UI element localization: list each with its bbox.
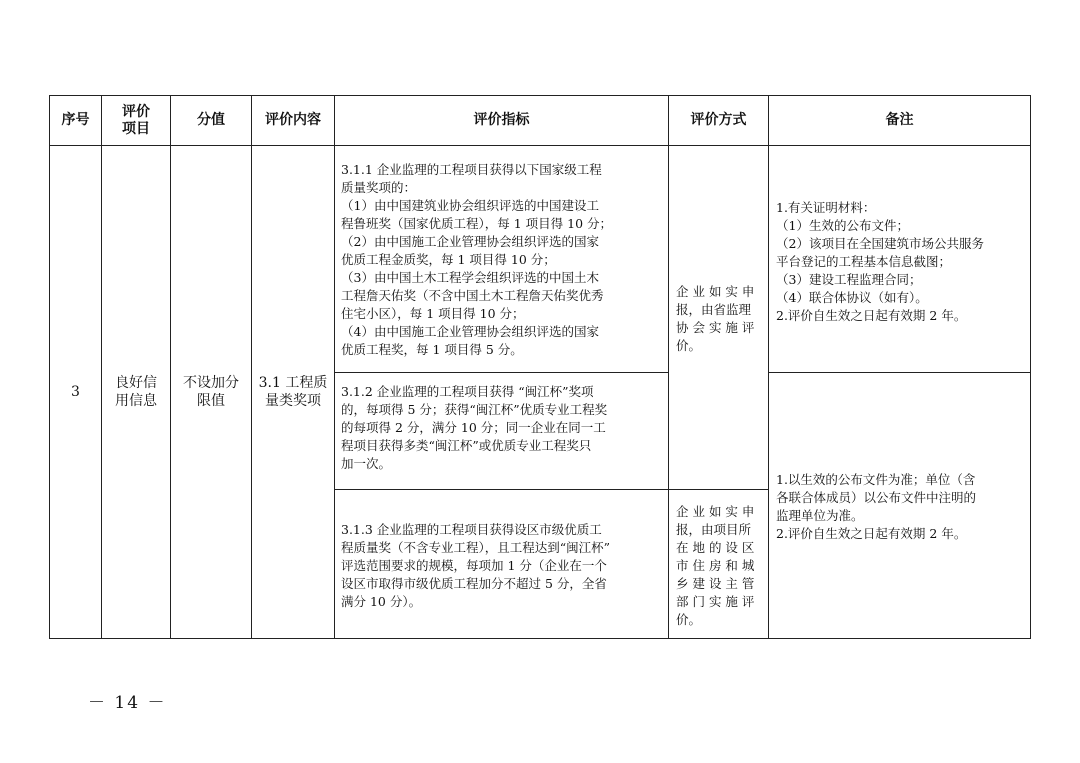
remark-national: 1.有关证明材料： （1）生效的公布文件； （2）该项目在全国建筑市场公共服务 平台登记的工程基本信息截图； （3）建设工程监理合同； （4）联合体协议（如有）。 2.评价自生效之日起有效期 2 年。 (776, 200, 984, 323)
indicator-3-1-2: 3.1.2 企业监理的工程项目获得 “闽江杯”奖项 的，每项得 5 分；获得“闽江杯”优质专业工程奖 的每项得 2 分，满分 10 分；同一企业在同一工 程项目获得多类“闽江杯”或优质专业工程奖只 加一次。 (341, 384, 608, 471)
header-item: 评价 项目 (122, 103, 150, 137)
header-indicator: 评价指标 (473, 112, 530, 128)
header-method: 评价方式 (690, 112, 747, 128)
header-remark: 备注 (885, 112, 914, 128)
row-item: 良好信 用信息 (115, 375, 157, 409)
indicator-3-1-1: 3.1.1 企业监理的工程项目获得以下国家级工程 质量奖项的： （1）由中国建筑业协会组织评选的中国建设工 程鲁班奖（国家优质工程），每 1 项目得 10 分； （2）由中国施工企业管理协会组织评选的国家 优质工程金质奖，每 1 项目得 10 分； （3）由中国土木工程学会组织评选的中国土木 工程詹天佑奖（不含中国土木工程詹天佑奖优秀 住宅小区），每 1 项目得 10 分； （4）由中国施工企业管理协会组织评选的国家 优质工程奖，每 1 项目得 5 分。 (341, 162, 613, 357)
header-index: 序号 (61, 112, 90, 128)
indicator-3-1-3: 3.1.3 企业监理的工程项目获得设区市级优质工 程质量奖（不含专业工程），且工程达到“闽江杯” 评选范围要求的规模，每项加 1 分（企业在一个 设区市取得市级优质工程加分不超过 5 分，全省 满分 10 分）。 (341, 522, 611, 609)
row-content: 3.1 工程质 量类奖项 (258, 375, 328, 409)
remark-minjiang: 1.以生效的公布文件为准；单位（含 各联合体成员）以公布文件中注明的 监理单位为准。 2.评价自生效之日起有效期 2 年。 (776, 472, 977, 541)
header-score: 分值 (197, 112, 225, 128)
row-index: 3 (71, 384, 80, 400)
page-number: － 14 － (88, 693, 167, 713)
row-score: 不设加分 限值 (183, 375, 239, 409)
header-content: 评价内容 (265, 112, 321, 128)
method-city: 企 业 如 实 申 报，由项目所 在 地 的 设 区 市 住 房 和 城 乡 建 设 主 管 部 门 实 施 评 价。 (676, 504, 755, 627)
method-provincial: 企 业 如 实 申 报，由省监理 协 会 实 施 评 价。 (676, 284, 755, 353)
